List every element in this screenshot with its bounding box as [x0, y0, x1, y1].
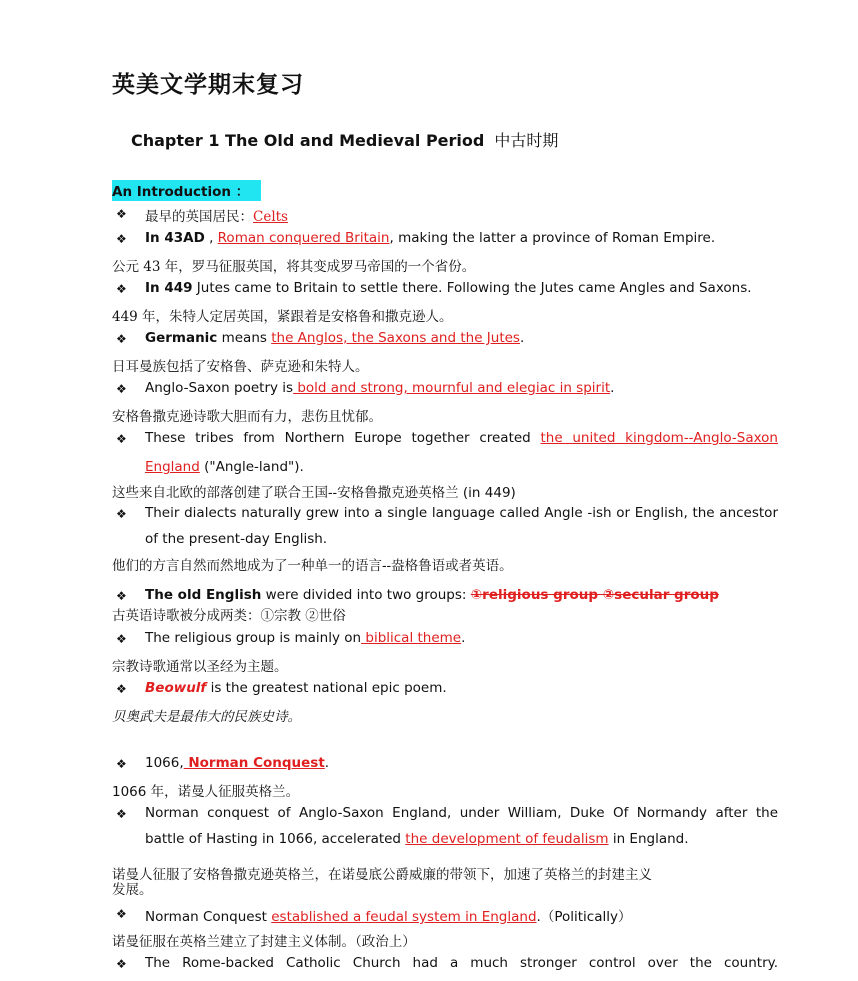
para-dialects-cn: 他们的方言自然而然地成为了一种单一的语言--盎格鲁语或者英语。 [112, 558, 513, 574]
chapter-title-cn: 中古时期 [494, 131, 559, 150]
chapter-title-en: Chapter 1 The Old and Medieval Period [131, 131, 485, 150]
para-norman-cn: 1066 年，诺曼人征服英格兰。 [112, 784, 300, 800]
para-beowulf: Beowulf is the greatest national epic poem. [145, 680, 447, 696]
bullet-icon: ❖ [116, 757, 127, 771]
para-poetry: Anglo-Saxon poetry is bold and strong, mournful and elegiac in spirit. [145, 380, 615, 396]
para-religious-cn: 宗教诗歌通常以圣经为主题。 [112, 659, 288, 675]
bullet-icon: ❖ [116, 507, 127, 521]
para-tribes-cn: 这些来自北欧的部落创建了联合王国--安格鲁撒克逊英格兰 (in 449) [112, 485, 516, 501]
page-title: 英美文学期末复习 [112, 72, 304, 98]
para-conquest-cont: battle of Hasting in 1066, accelerated the development of feudalism in England. [145, 831, 689, 847]
para-dialects: Their dialects naturally grew into a single language called Angle -ish or English, the ancestor [145, 505, 778, 521]
para-feudal-cn: 诺曼征服在英格兰建立了封建主义体制。（政治上） [112, 934, 416, 950]
bullet-icon: ❖ [116, 207, 127, 221]
bullet-icon: ❖ [116, 807, 127, 821]
answer-celts: Celts [253, 209, 288, 225]
bullet-icon: ❖ [116, 282, 127, 296]
para-old-english-cn: 古英语诗歌被分成两类：①宗教 ②世俗 [112, 608, 346, 624]
para-old-english: The old English were divided into two groups: ①religious group ②secular group [145, 587, 719, 603]
para-norman: 1066, Norman Conquest. [145, 755, 330, 771]
bullet-icon: ❖ [116, 632, 127, 646]
para-43ad-cn: 公元 43 年，罗马征服英国，将其变成罗马帝国的一个省份。 [112, 259, 476, 275]
para-poetry-cn: 安格鲁撒克逊诗歌大胆而有力，悲伤且忧郁。 [112, 409, 382, 425]
para-religious: The religious group is mainly on biblical theme. [145, 630, 466, 646]
struck-answer: ①religious group ②secular group [470, 587, 719, 603]
bullet-icon: ❖ [116, 682, 127, 696]
bullet-icon: ❖ [116, 957, 127, 971]
chapter-heading [131, 128, 558, 151]
bullet-icon: ❖ [116, 589, 127, 603]
para-beowulf-cn: 贝奥武夫是最伟大的民族史诗。 [112, 709, 301, 725]
para-germanic-cn: 日耳曼族包括了安格鲁、萨克逊和朱特人。 [112, 359, 369, 375]
para-conquest-cn-cont: 发展。 [112, 882, 153, 898]
para-feudal: Norman Conquest established a feudal system in England.（Politically） [145, 909, 632, 925]
para-449-cn: 449 年，朱特人定居英国，紧跟着是安格鲁和撒克逊人。 [112, 309, 453, 325]
para-conquest: Norman conquest of Anglo-Saxon England, under William, Duke Of Normandy after the [145, 805, 778, 821]
bullet-icon: ❖ [116, 382, 127, 396]
para-germanic: Germanic means the Anglos, the Saxons and the Jutes. [145, 330, 525, 346]
bullet-icon: ❖ [116, 432, 127, 446]
para-tribes-cont: England ("Angle-land"). [145, 459, 304, 475]
para-449: In 449 Jutes came to Britain to settle there. Following the Jutes came Angles and Saxons. [145, 280, 752, 296]
para-tribes: These tribes from Northern Europe together created the united kingdom--Anglo-Saxon [145, 430, 778, 446]
para-43ad: In 43AD , Roman conquered Britain, making the latter a province of Roman Empire. [145, 230, 716, 246]
para-dialects-cont: of the present-day English. [145, 531, 328, 547]
section-heading-highlighted: An Introduction ： [112, 180, 261, 201]
para-celts: 最早的英国居民：Celts [145, 209, 288, 225]
bullet-icon: ❖ [116, 907, 127, 921]
bullet-icon: ❖ [116, 332, 127, 346]
bullet-icon: ❖ [116, 232, 127, 246]
para-church: The Rome-backed Catholic Church had a much stronger control over the country. [145, 955, 778, 971]
para-conquest-cn: 诺曼人征服了安格鲁撒克逊英格兰，在诺曼底公爵威廉的带领下，加速了英格兰的封建主义 [112, 867, 652, 883]
